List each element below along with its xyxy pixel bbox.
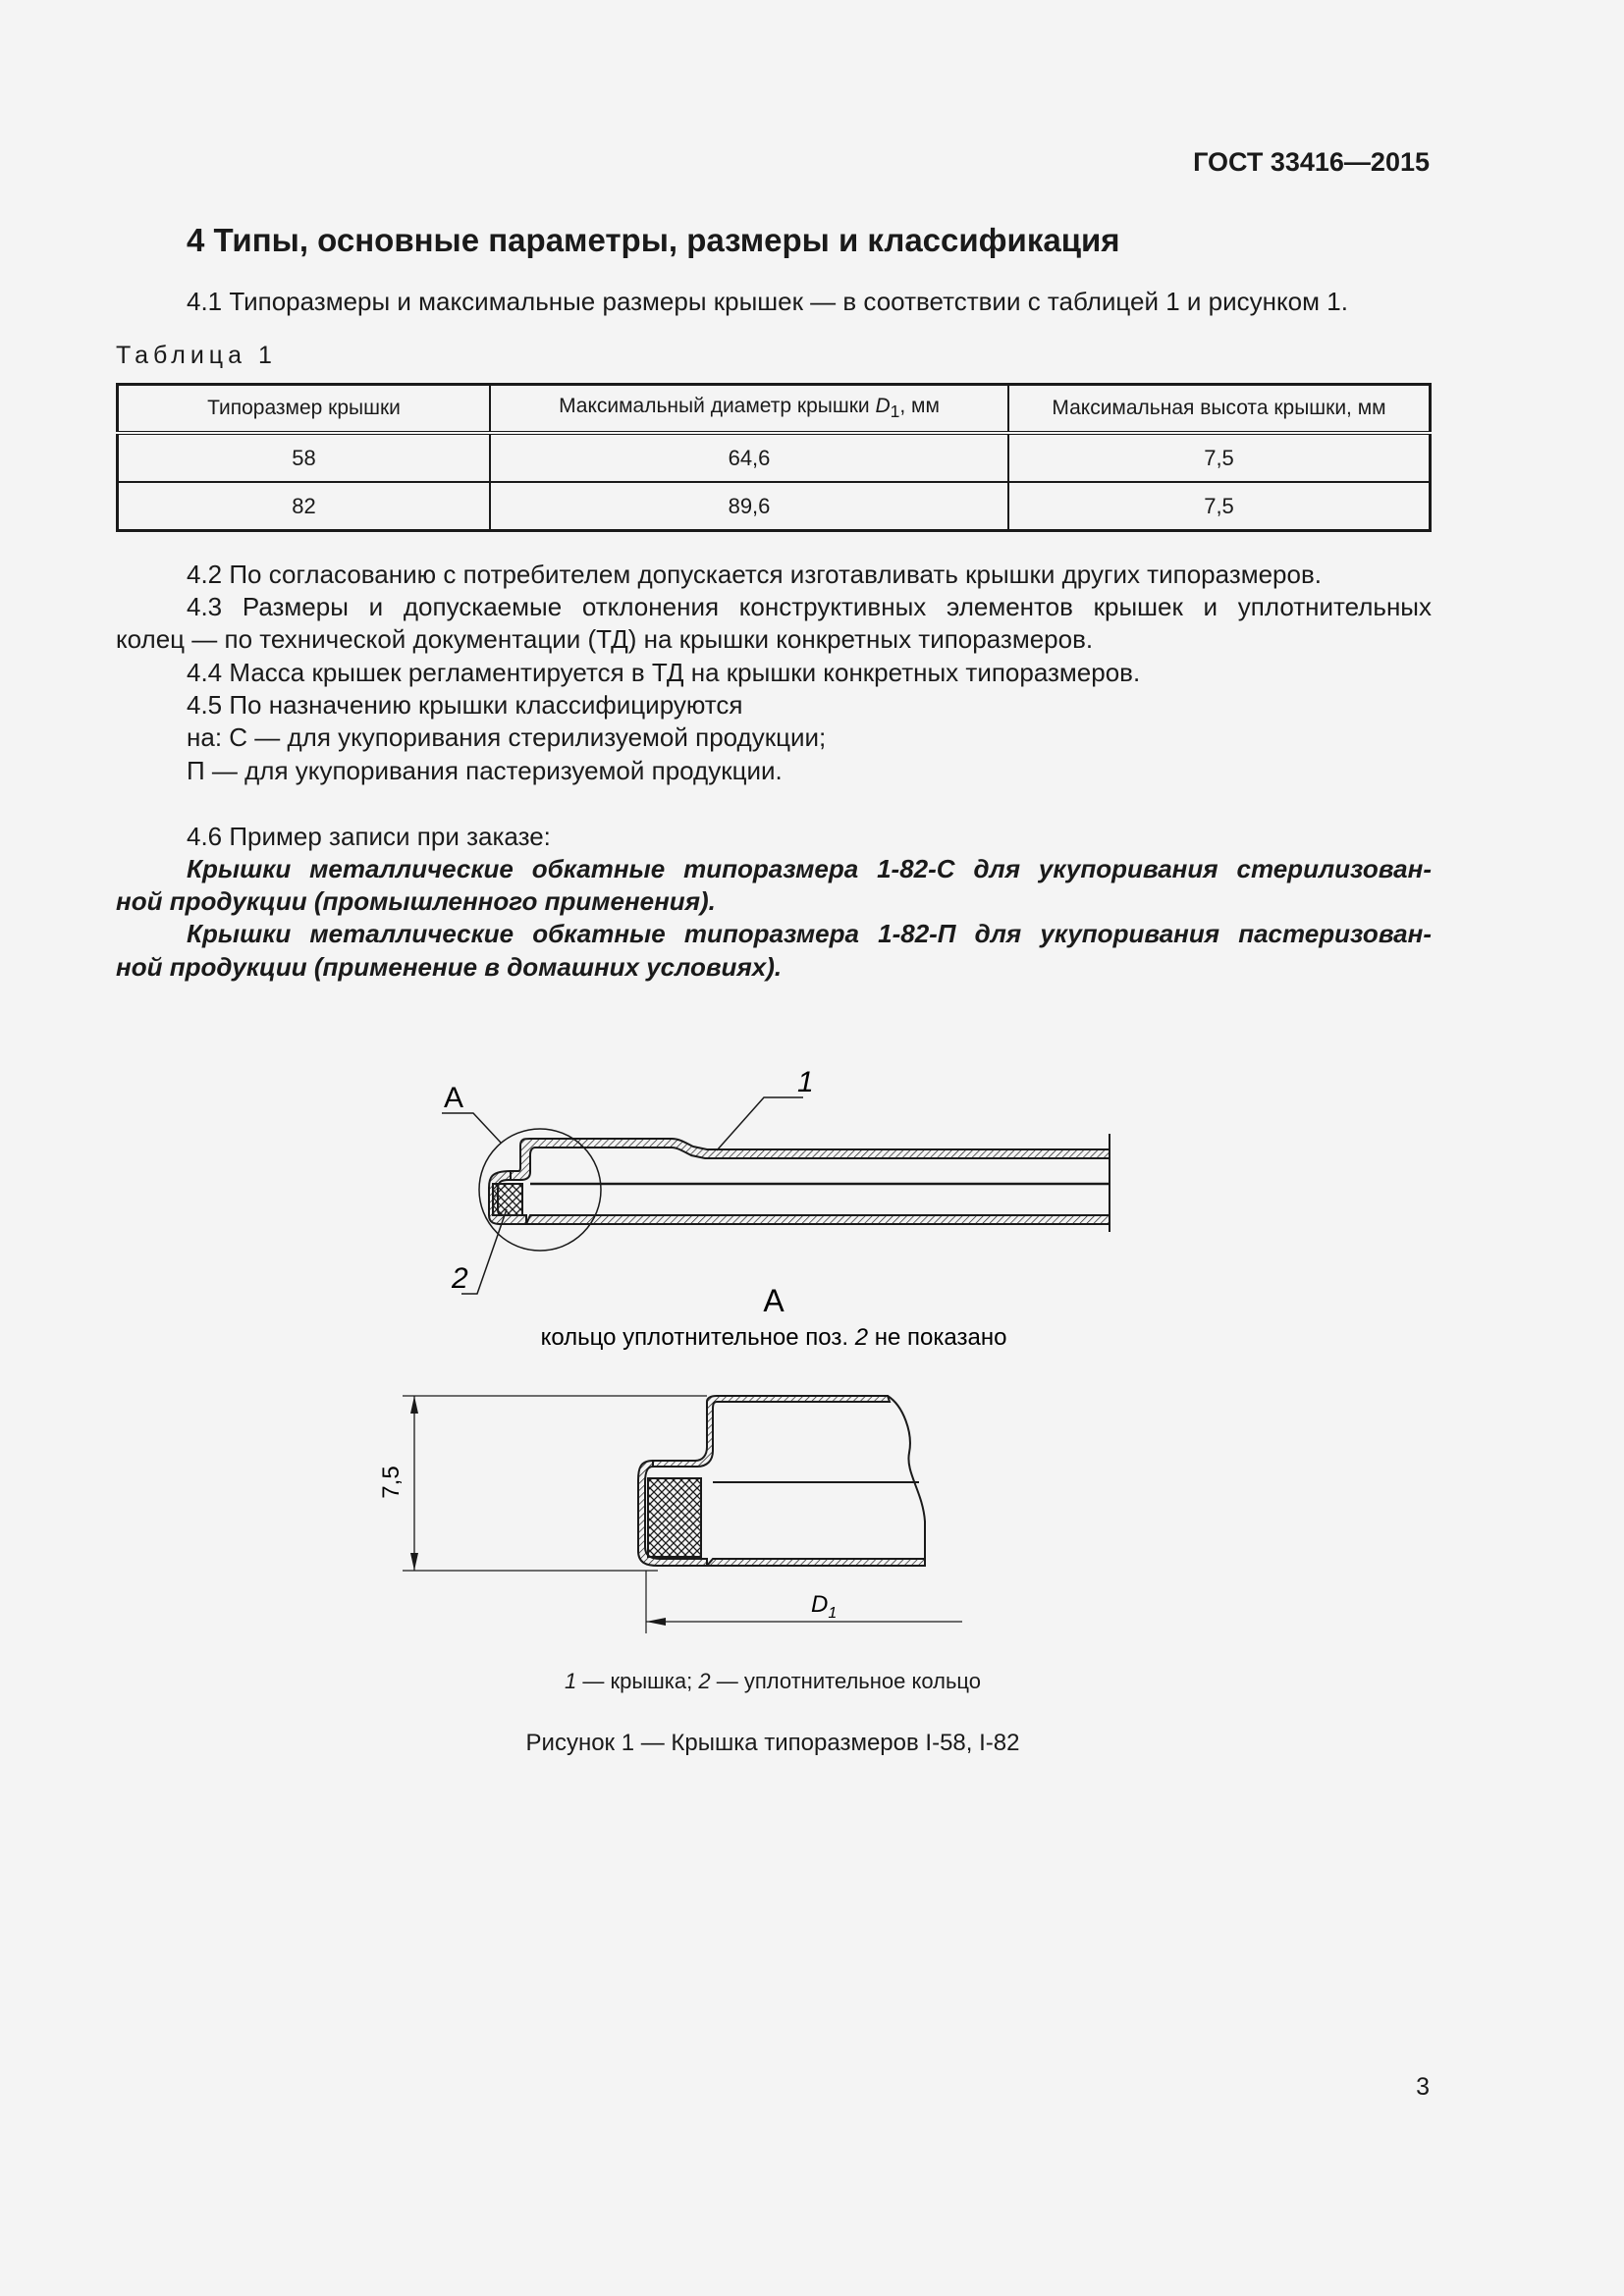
dim-height-label: 7,5 bbox=[378, 1466, 405, 1499]
header-diameter-unit: , мм bbox=[899, 394, 940, 417]
table-row bbox=[118, 482, 1431, 531]
paragraph-4-3-line1: 4.3 Размеры и допускаемые отклонения конструктивных элементов крышек и уплотнительных bbox=[187, 592, 1432, 621]
paragraph-4-1: 4.1 Типоразмеры и максимальные размеры крышек — в соответствии с таблицей 1 и рисунком 1. bbox=[187, 287, 1348, 316]
table-header-size: Типоразмер крышки bbox=[118, 385, 491, 434]
paragraph-4-5-c: на: С — для укупоривания стерилизуемой продукции; bbox=[187, 722, 827, 752]
figure-legend bbox=[0, 1669, 1545, 1694]
table-header-row bbox=[118, 385, 1431, 434]
table-cell: 89,6 bbox=[490, 482, 1008, 531]
section-title: 4 Типы, основные параметры, размеры и классификация bbox=[187, 222, 1120, 258]
paragraph-4-6: 4.6 Пример записи при заказе: bbox=[187, 822, 551, 851]
table-cell: 7,5 bbox=[1008, 482, 1431, 531]
label-a: А bbox=[444, 1082, 464, 1114]
paragraph-4-3-line2: колец — по технической документации (ТД) на крышки конкретных типоразмеров. bbox=[116, 624, 1094, 654]
table-header-height: Максимальная высота крышки, мм bbox=[1008, 385, 1431, 434]
table-caption: Таблица 1 bbox=[116, 342, 277, 369]
paragraph-4-2: 4.2 По согласованию с потребителем допускается изготавливать крышки других типоразмеров. bbox=[187, 560, 1322, 589]
table-cell: 82 bbox=[118, 482, 491, 531]
table-cell: 58 bbox=[118, 433, 491, 482]
table-header-diameter bbox=[490, 385, 1008, 434]
table-1 bbox=[116, 383, 1432, 532]
detail-note bbox=[541, 1324, 1007, 1351]
legend-text-1: — крышка; bbox=[576, 1669, 699, 1693]
figure-caption: Рисунок 1 — Крышка типоразмеров I-58, I-82 bbox=[525, 1730, 1020, 1756]
header-diameter-text: Максимальный диаметр крышки bbox=[559, 394, 876, 417]
page-number: 3 bbox=[1416, 2073, 1430, 2101]
order-example-2-line1: Крышки металлические обкатные типоразмера 1-82-П для укупоривания пастеризован- bbox=[187, 919, 1432, 948]
detail-a-view bbox=[378, 1396, 962, 1633]
paragraph-4-5-p: П — для укупоривания пастеризуемой продукции. bbox=[187, 756, 783, 785]
header-diameter-var: D bbox=[875, 394, 891, 417]
order-example-2-line2: ной продукции (применение в домашних условиях). bbox=[116, 952, 783, 982]
paragraph-4-4: 4.4 Масса крышек регламентируется в ТД на крышки конкретных типоразмеров. bbox=[187, 658, 1141, 687]
order-example-1-line1: Крышки металлические обкатные типоразмера 1-82-С для укупоривания стерилизован- bbox=[187, 854, 1432, 883]
lid-section-view bbox=[442, 1066, 1110, 1295]
dim-diameter-label bbox=[811, 1591, 837, 1622]
table-cell: 64,6 bbox=[490, 433, 1008, 482]
dim-d-var: D bbox=[811, 1591, 829, 1618]
table-cell: 7,5 bbox=[1008, 433, 1431, 482]
legend-num-2: 2 bbox=[698, 1669, 711, 1693]
order-example-1-line2: ной продукции (промышленного применения). bbox=[116, 886, 716, 916]
dim-d-sub: 1 bbox=[828, 1605, 838, 1622]
paragraph-4-5: 4.5 По назначению крышки классифицируются bbox=[187, 690, 743, 720]
detail-note-num: 2 bbox=[854, 1324, 869, 1351]
detail-note-text-end: не показано bbox=[868, 1324, 1007, 1351]
figure-1-drawing bbox=[378, 1041, 1129, 1669]
detail-note-text: кольцо уплотнительное поз. bbox=[540, 1324, 855, 1351]
detail-title: А bbox=[763, 1283, 785, 1318]
label-1: 1 bbox=[797, 1066, 814, 1098]
label-2: 2 bbox=[452, 1262, 468, 1295]
table-row bbox=[118, 433, 1431, 482]
document-header-id: ГОСТ 33416—2015 bbox=[1193, 147, 1430, 177]
header-diameter-sub: 1 bbox=[890, 401, 900, 422]
legend-num-1: 1 bbox=[565, 1669, 577, 1693]
legend-text-2: — уплотнительное кольцо bbox=[710, 1669, 981, 1693]
